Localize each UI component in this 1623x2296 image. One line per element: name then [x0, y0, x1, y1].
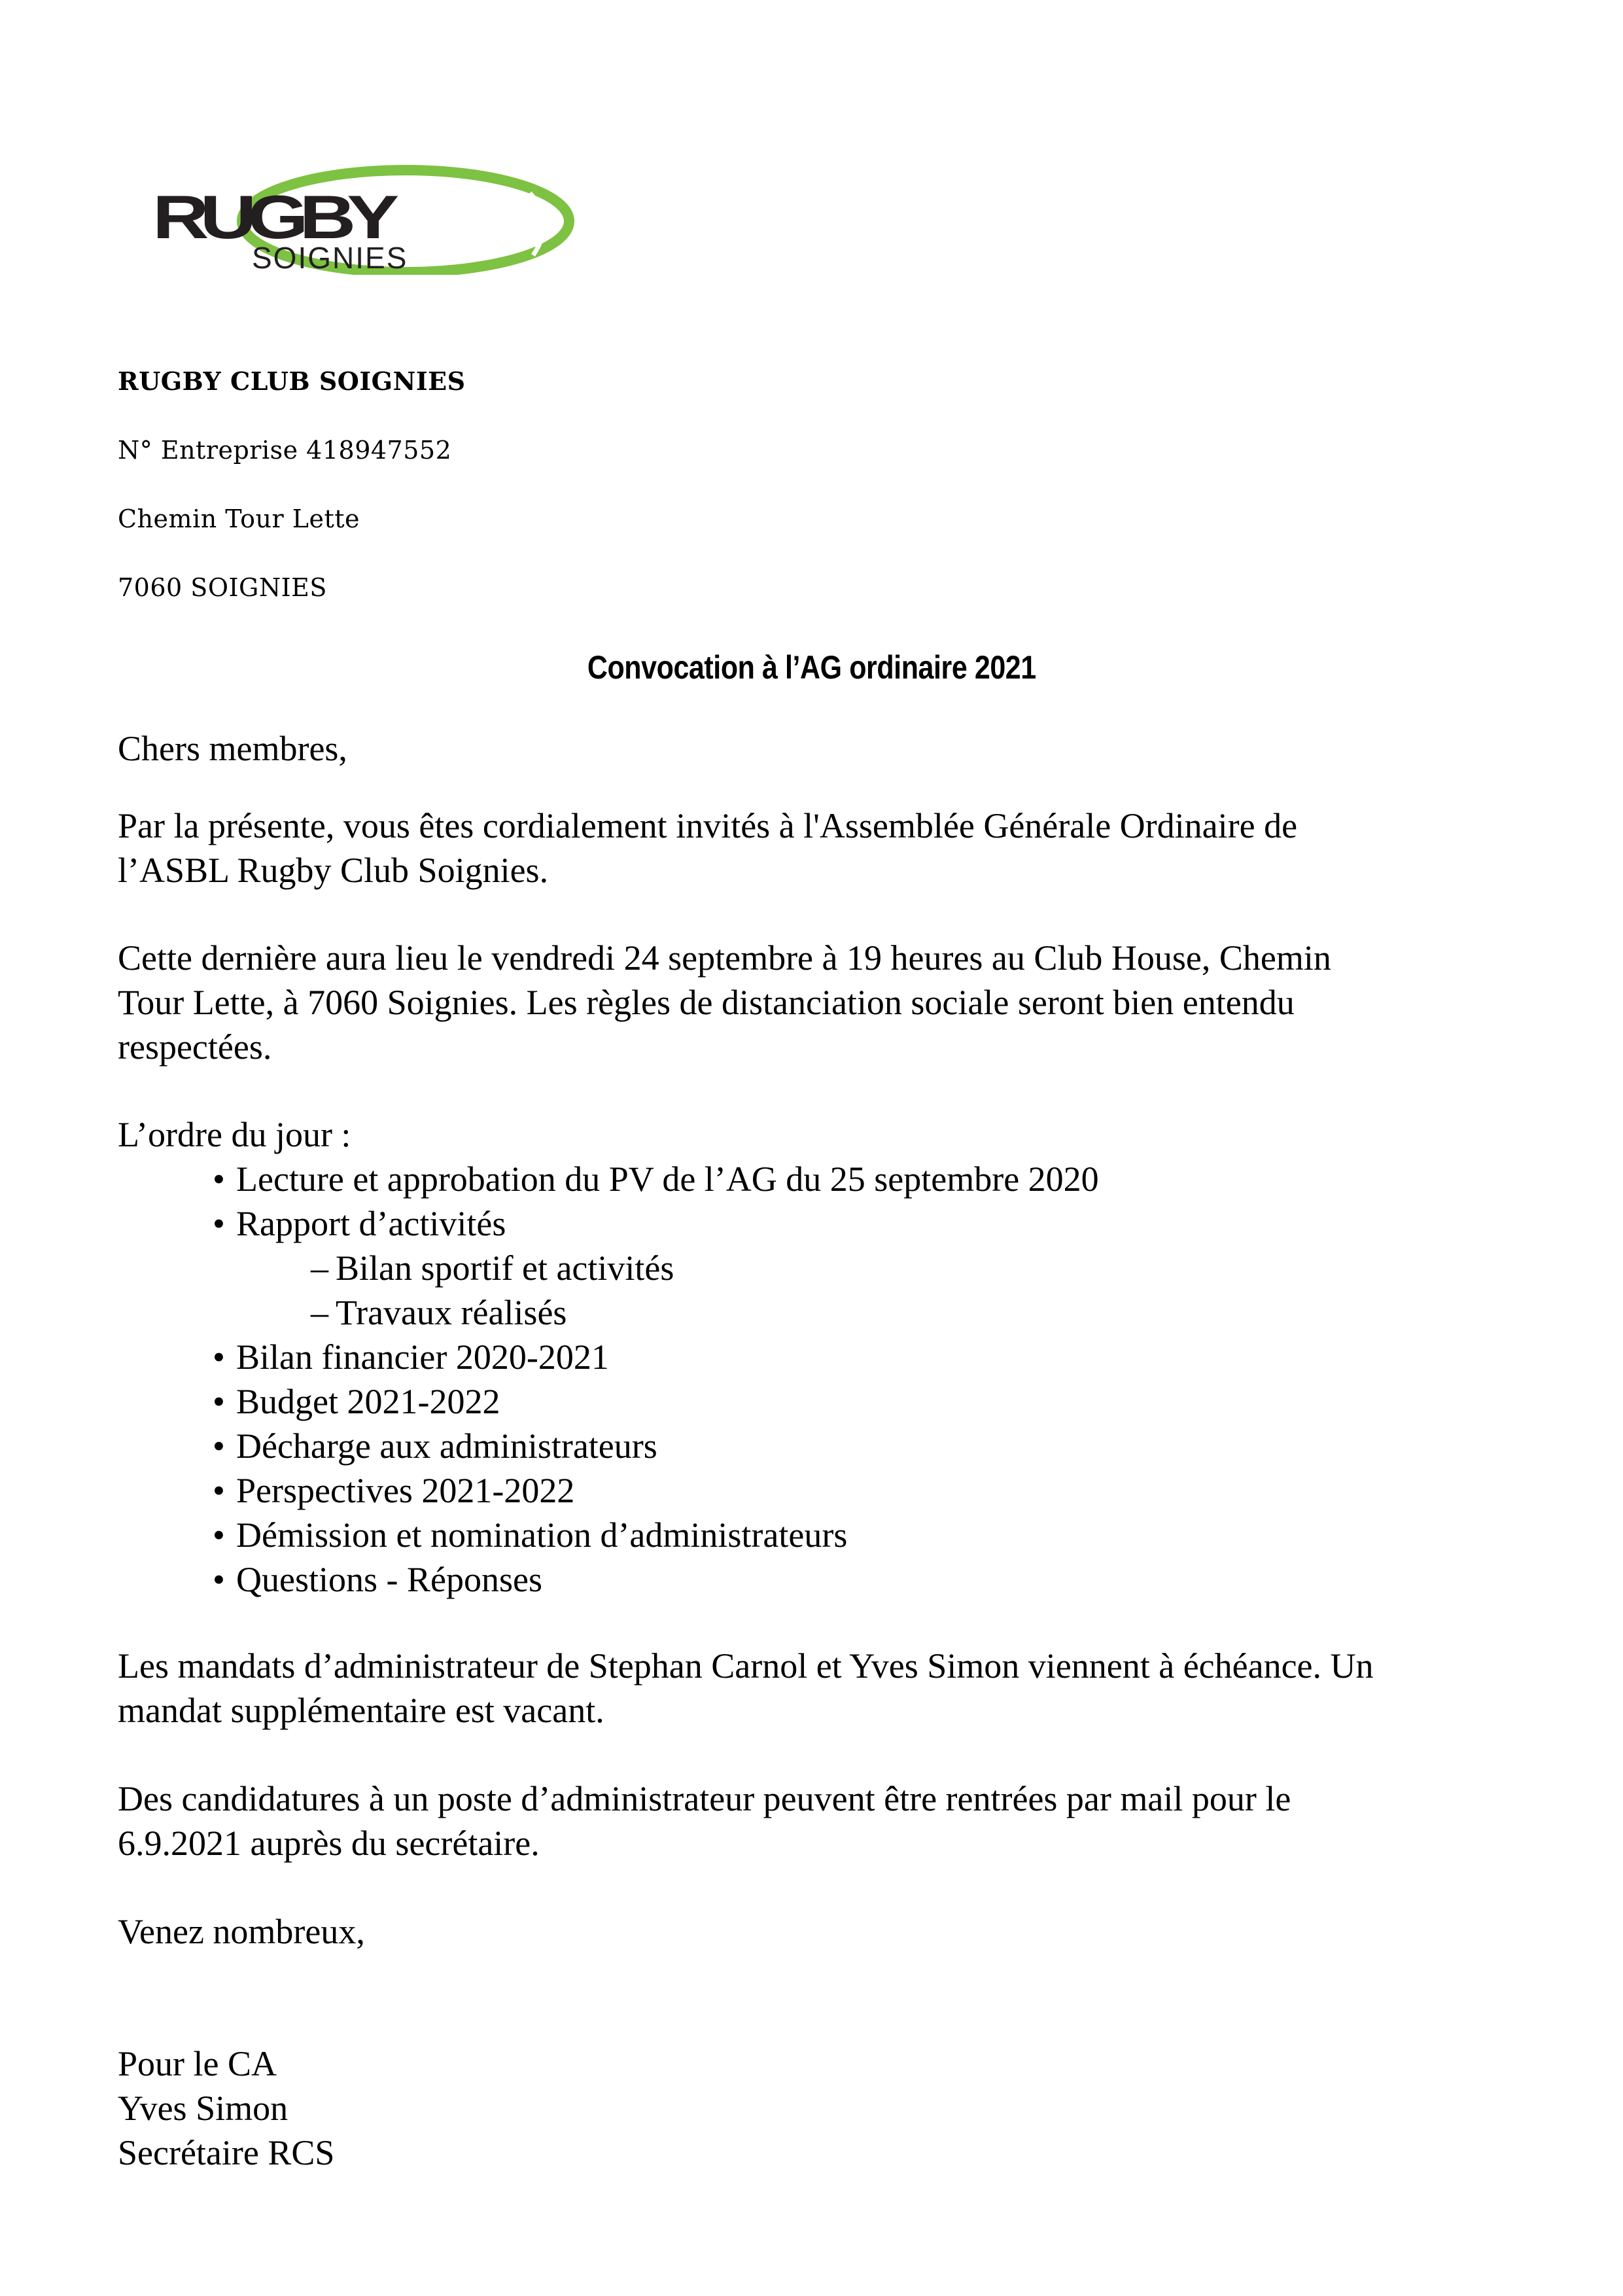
agenda-intro: L’ordre du jour :: [118, 1115, 351, 1154]
svg-text:RUGBY: RUGBY: [152, 183, 391, 251]
bullet-icon: •: [213, 1560, 225, 1599]
agenda-item: • Questions - Réponses: [213, 1557, 1099, 1602]
street-address: Chemin Tour Lette: [118, 504, 360, 533]
dash-icon: –: [311, 1293, 328, 1332]
agenda-item: • Perspectives 2021-2022: [213, 1468, 1099, 1513]
signature-block: [118, 2041, 334, 2175]
bullet-icon: •: [213, 1337, 225, 1377]
agenda-item: • Rapport d’activités: [213, 1201, 1099, 1246]
bullet-icon: •: [213, 1159, 225, 1199]
closing-line: Venez nombreux,: [118, 1912, 365, 1951]
signature-line: Pour le CA: [118, 2044, 277, 2083]
bullet-icon: •: [213, 1471, 225, 1510]
bullet-icon: •: [213, 1426, 225, 1466]
agenda-item: • Lecture et approbation du PV de l’AG du 25 septembre 2020: [213, 1157, 1099, 1201]
dash-icon: –: [311, 1248, 328, 1288]
svg-text:SOIGNIES: SOIGNIES: [252, 241, 408, 275]
document-title: Convocation à l’AG ordinaire 2021: [587, 649, 1036, 686]
agenda-item: • Bilan financier 2020-2021: [213, 1335, 1099, 1379]
city-address: 7060 SOIGNIES: [118, 573, 327, 602]
agenda-subitem: – Travaux réalisés: [213, 1290, 1099, 1335]
signatory-role: Secrétaire RCS: [118, 2133, 335, 2172]
bullet-icon: •: [213, 1515, 225, 1555]
meeting-details-paragraph: Cette dernière aura lieu le vendredi 24 septembre à 19 heures au Club House, Chemin Tour Lette, à 7060 Soignies. Les règles de distanciation sociale seront bien entendu respectées.: [118, 938, 1331, 1067]
candidacies-paragraph: Des candidatures à un poste d’administrateur peuvent être rentrées par mail pour le 6.9.2021 auprès du secrétaire.: [118, 1779, 1291, 1863]
org-name: RUGBY CLUB SOIGNIES: [118, 366, 466, 396]
bullet-icon: •: [213, 1204, 225, 1243]
agenda-item: • Décharge aux administrateurs: [213, 1424, 1099, 1468]
agenda-item: • Budget 2021-2022: [213, 1379, 1099, 1424]
mandates-paragraph: Les mandats d’administrateur de Stephan Carnol et Yves Simon viennent à échéance. Un mandat supplémentaire est vacant.: [118, 1646, 1374, 1730]
rugby-ball-logo-icon: [147, 164, 579, 275]
agenda-item: • Démission et nomination d’administrateurs: [213, 1513, 1099, 1557]
invitation-paragraph: Par la présente, vous êtes cordialement invités à l'Assemblée Générale Ordinaire de l’ASBL Rugby Club Soignies.: [118, 806, 1298, 890]
bullet-icon: •: [213, 1382, 225, 1421]
greeting: Chers membres,: [118, 729, 347, 768]
club-logo: [147, 164, 579, 275]
agenda-list: [213, 1157, 1099, 1602]
enterprise-number: N° Entreprise 418947552: [118, 436, 452, 465]
signatory-name: Yves Simon: [118, 2089, 288, 2128]
agenda-subitem: – Bilan sportif et activités: [213, 1246, 1099, 1290]
